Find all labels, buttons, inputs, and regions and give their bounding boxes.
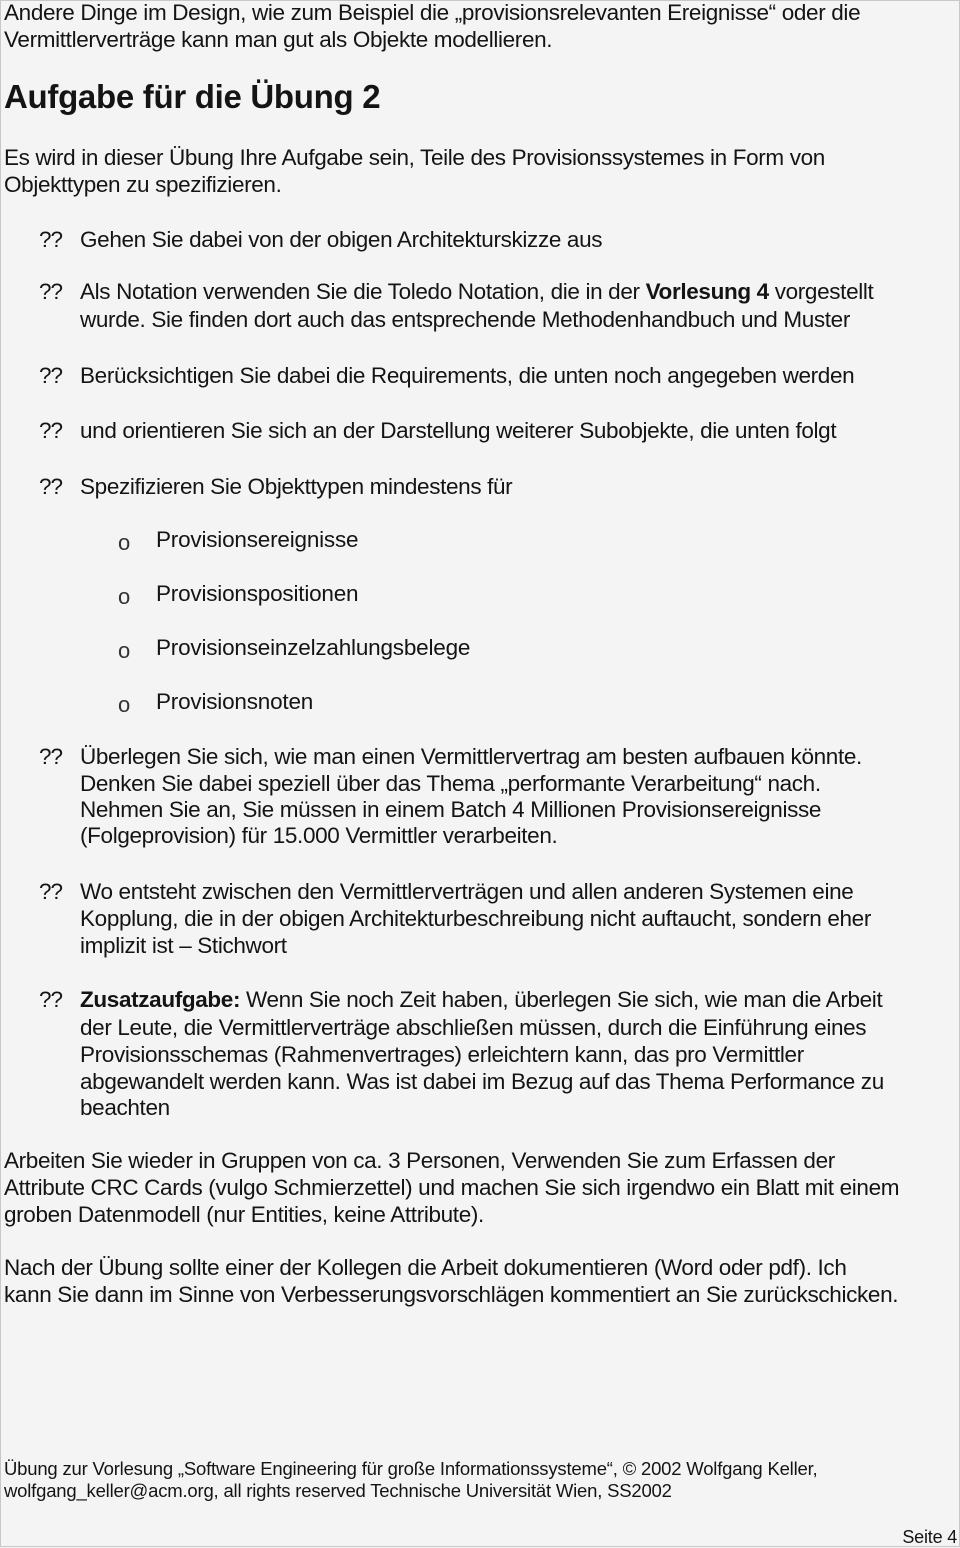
intro-line-1: Andere Dinge im Design, wie zum Beispiel die „provisionsrelevanten Ereignisse“ oder die xyxy=(4,0,861,25)
item-8-line-1 xyxy=(80,986,882,1013)
item-7-line-2: Kopplung, die in der obigen Architekturbeschreibung nicht auftaucht, sondern eher xyxy=(80,906,871,931)
item-7-line-1: Wo entsteht zwischen den Vermittlerverträgen und allen anderen Systemen eine xyxy=(80,879,854,904)
intro-line-2: Vermittlerverträge kann man gut als Objekte modellieren. xyxy=(4,27,553,52)
item-2-line-2: wurde. Sie finden dort auch das entsprechende Methodenhandbuch und Muster xyxy=(80,307,850,332)
item-5-line-1: Spezifizieren Sie Objekttypen mindestens für xyxy=(80,474,513,499)
item-2-text-end: vorgestellt xyxy=(768,279,874,304)
sub-bullet-icon: o xyxy=(118,584,131,609)
page-heading: Aufgabe für die Übung 2 xyxy=(4,78,381,115)
bullet-marker: ?? xyxy=(39,227,63,252)
item-6-line-2: Denken Sie dabei speziell über das Thema „performante Verarbeitung“ nach. xyxy=(80,771,821,796)
documentation-line-1: Nach der Übung sollte einer der Kollegen die Arbeit dokumentieren (Word oder pdf). Ich xyxy=(4,1255,847,1280)
bullet-marker: ?? xyxy=(39,474,63,499)
item-2-text: Als Notation verwenden Sie die Toledo Notation, die in der xyxy=(80,279,646,304)
item-1-line-1: Gehen Sie dabei von der obigen Architekturskizze aus xyxy=(80,227,603,252)
item-6-line-1: Überlegen Sie sich, wie man einen Vermittlervertrag am besten aufbauen könnte. xyxy=(80,744,862,769)
documentation-line-2: kann Sie dann im Sinne von Verbesserungsvorschlägen kommentiert an Sie zurückschicken. xyxy=(4,1282,899,1307)
item-8-line-5: beachten xyxy=(80,1095,170,1120)
item-2-bold-text: Vorlesung 4 xyxy=(645,279,769,304)
item-7-line-3: implizit ist – Stichwort xyxy=(80,933,287,958)
item-3-line-1: Berücksichtigen Sie dabei die Requirements, die unten noch angegeben werden xyxy=(80,363,855,388)
item-4-line-1: und orientieren Sie sich an der Darstellung weiterer Subobjekte, die unten folgt xyxy=(80,418,837,443)
item-6-line-4: (Folgeprovision) für 15.000 Vermittler verarbeiten. xyxy=(80,823,558,848)
groups-line-1: Arbeiten Sie wieder in Gruppen von ca. 3 Personen, Verwenden Sie zum Erfassen der xyxy=(4,1148,835,1173)
bullet-marker: ?? xyxy=(39,879,63,904)
zusatzaufgabe-label: Zusatzaufgabe: xyxy=(80,987,241,1012)
bullet-marker: ?? xyxy=(39,987,63,1012)
item-8-line-2: der Leute, die Vermittlerverträge abschließen müssen, durch die Einführung eines xyxy=(80,1015,867,1040)
footer-line-2: wolfgang_keller@acm.org, all rights reserved Technische Universität Wien, SS2002 xyxy=(4,1480,672,1501)
sub-item: Provisionsnoten xyxy=(156,689,314,714)
groups-line-3: groben Datenmodell (nur Entities, keine Attribute). xyxy=(4,1202,484,1227)
item-8-text: Wenn Sie noch Zeit haben, überlegen Sie sich, wie man die Arbeit xyxy=(240,987,883,1012)
footer-line-1: Übung zur Vorlesung „Software Engineering für große Informationssysteme“, © 2002 Wolfgang Keller, xyxy=(4,1458,818,1479)
item-6-line-3: Nehmen Sie an, Sie müssen in einem Batch 4 Millionen Provisionsereignisse xyxy=(80,797,822,822)
bullet-marker: ?? xyxy=(39,279,63,304)
sub-item: Provisionspositionen xyxy=(156,581,359,606)
groups-line-2: Attribute CRC Cards (vulgo Schmierzettel) und machen Sie sich irgendwo ein Blatt mit einem xyxy=(4,1175,900,1200)
task-intro-line-1: Es wird in dieser Übung Ihre Aufgabe sein, Teile des Provisionssystemes in Form von xyxy=(4,145,825,170)
sub-bullet-icon: o xyxy=(118,638,131,663)
item-2-line-1 xyxy=(80,278,873,305)
item-8-line-4: abgewandelt werden kann. Was ist dabei im Bezug auf das Thema Performance zu xyxy=(80,1069,884,1094)
sub-item: Provisionseinzelzahlungsbelege xyxy=(156,635,471,660)
bullet-marker: ?? xyxy=(39,418,63,443)
page-number: Seite 4 xyxy=(902,1527,957,1547)
item-8-line-3: Provisionsschemas (Rahmenvertrages) erleichtern kann, das pro Vermittler xyxy=(80,1042,804,1067)
sub-item: Provisionsereignisse xyxy=(156,527,359,552)
task-intro-line-2: Objekttypen zu spezifizieren. xyxy=(4,172,282,197)
bullet-marker: ?? xyxy=(39,363,63,388)
sub-bullet-icon: o xyxy=(118,692,131,717)
sub-bullet-icon: o xyxy=(118,530,131,555)
bullet-marker: ?? xyxy=(39,744,63,769)
